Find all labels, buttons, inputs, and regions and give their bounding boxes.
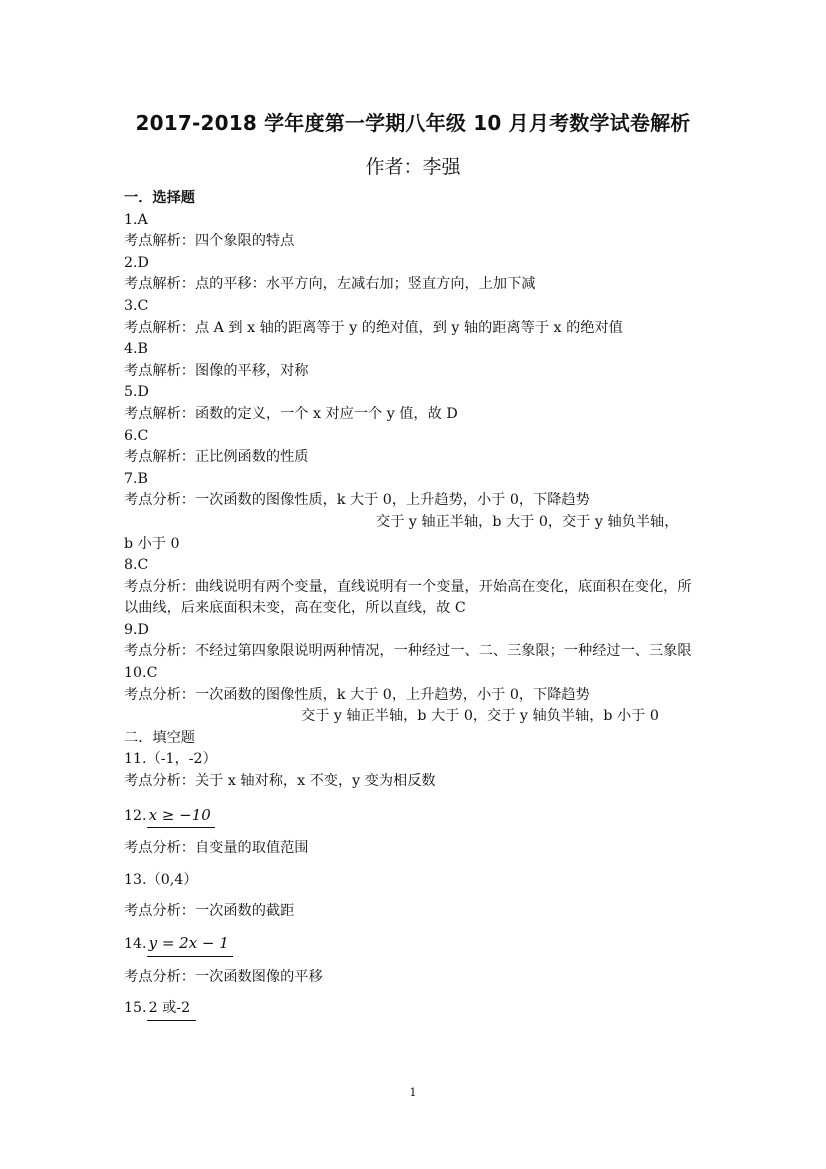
note-q9: 考点分析：不经过第四象限说明两种情况，一种经过一、二、三象限；一种经过一、三象限 bbox=[124, 643, 692, 660]
note-q14: 考点分析：一次函数图像的平移 bbox=[124, 968, 323, 985]
document-author: 作者：李强 bbox=[365, 156, 461, 178]
note-q7-line2: 交于 y 轴正半轴，b 大于 0，交于 y 轴负半轴， bbox=[376, 513, 679, 530]
page-number: 1 bbox=[409, 1086, 417, 1099]
q15-answer: 2 或-2 bbox=[147, 998, 197, 1021]
note-q10-line2: 交于 y 轴正半轴，b 大于 0，交于 y 轴负半轴，b 小于 0 bbox=[301, 708, 659, 725]
section-heading-choice: 一．选择题 bbox=[124, 190, 195, 206]
document-title: 2017-2018 学年度第一学期八年级 10 月月考数学试卷解析 bbox=[135, 111, 691, 135]
note-q7-line1: 考点分析：一次函数的图像性质，k 大于 0，上升趋势，小于 0，下降趋势 bbox=[124, 492, 590, 509]
answer-q12 bbox=[124, 805, 704, 829]
note-q2: 考点解析：点的平移：水平方向，左减右加；竖直方向，上加下减 bbox=[124, 276, 536, 293]
answer-q1: 1.A bbox=[124, 211, 148, 228]
note-q10-line1: 考点分析：一次函数的图像性质，k 大于 0，上升趋势，小于 0，下降趋势 bbox=[124, 686, 590, 703]
answer-q13: 13.（0,4） bbox=[124, 871, 198, 888]
q12-formula: x ≥ −10 bbox=[147, 805, 215, 829]
section-heading-fill: 二．填空题 bbox=[124, 729, 195, 746]
note-q6: 考点解析：正比例函数的性质 bbox=[124, 449, 309, 466]
note-q12: 考点分析：自变量的取值范围 bbox=[124, 840, 309, 857]
note-q1: 考点解析：四个象限的特点 bbox=[124, 233, 295, 250]
answer-q6: 6.C bbox=[124, 427, 149, 444]
note-q8: 考点分析：曲线说明有两个变量，直线说明有一个变量，开始高在变化，底面积在变化，所以曲线，后来底面积未变，高在变化，所以直线，故 C bbox=[124, 578, 692, 617]
answer-q3: 3.C bbox=[124, 297, 149, 314]
answer-q2: 2.D bbox=[124, 254, 149, 271]
q15-number: 15. bbox=[124, 1000, 147, 1017]
note-q3: 考点解析：点 A 到 x 轴的距离等于 y 的绝对值，到 y 轴的距离等于 x 的绝对值 bbox=[124, 319, 623, 336]
answer-q11: 11.（-1，-2） bbox=[124, 751, 217, 768]
answer-q8: 8.C bbox=[124, 557, 149, 574]
note-q7-line3: b 小于 0 bbox=[124, 535, 180, 552]
note-q13: 考点分析：一次函数的截距 bbox=[124, 903, 295, 920]
answer-q15 bbox=[124, 998, 704, 1021]
note-q5: 考点解析：函数的定义，一个 x 对应一个 y 值，故 D bbox=[124, 405, 458, 422]
answer-q14 bbox=[124, 933, 704, 957]
q12-number: 12. bbox=[124, 807, 147, 824]
q14-number: 14. bbox=[124, 936, 147, 952]
document-body bbox=[124, 188, 704, 1021]
q14-formula: y = 2x − 1 bbox=[147, 933, 233, 957]
answer-q4: 4.B bbox=[124, 341, 148, 358]
answer-q5: 5.D bbox=[124, 384, 149, 401]
answer-q9: 9.D bbox=[124, 621, 149, 638]
note-q4: 考点解析：图像的平移，对称 bbox=[124, 362, 309, 379]
note-q11: 考点分析：关于 x 轴对称，x 不变，y 变为相反数 bbox=[124, 773, 436, 790]
answer-q10: 10.C bbox=[124, 665, 158, 682]
answer-q7: 7.B bbox=[124, 470, 148, 487]
